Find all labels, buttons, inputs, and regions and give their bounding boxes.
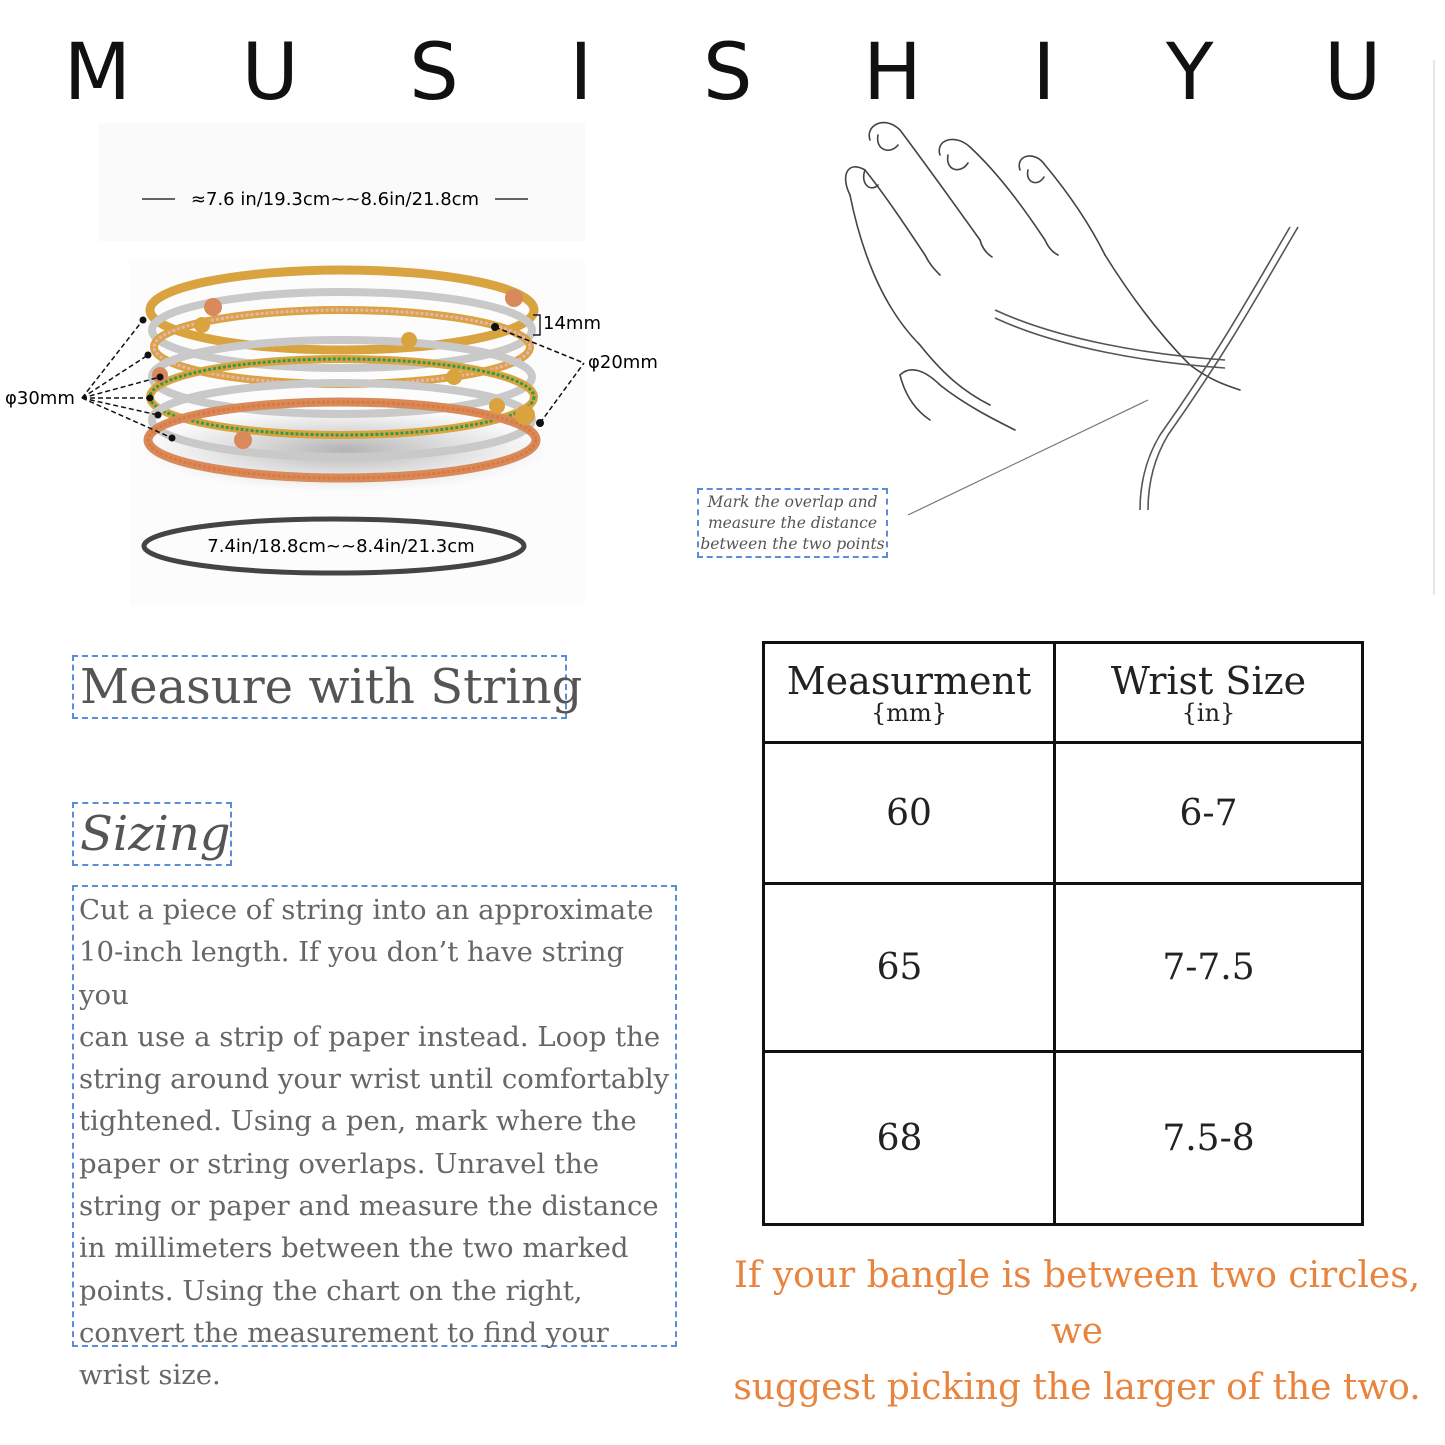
- header-measurement-unit: {mm}: [870, 698, 948, 727]
- cell-mm: 68: [764, 1052, 1055, 1225]
- string: [995, 227, 1298, 510]
- sizing-line: points. Using the chart on the right,: [79, 1274, 583, 1307]
- sizing-instructions: [72, 885, 677, 1392]
- sizing-line: can use a strip of paper instead. Loop the: [79, 1020, 661, 1053]
- sizing-line: convert the measurement to find your: [79, 1316, 609, 1349]
- cell-in: 6-7: [1055, 743, 1363, 884]
- header-wrist-size: [1055, 643, 1363, 743]
- cell-in: 7-7.5: [1055, 884, 1363, 1052]
- header-wrist-size-unit: {in}: [1181, 698, 1236, 727]
- sizing-tip-line: If your bangle is between two circles, we: [733, 1255, 1421, 1352]
- table-row: [764, 743, 1363, 884]
- table-row: [764, 884, 1363, 1052]
- ball-small-label: φ20mm: [588, 352, 658, 373]
- hand-note-line: measure the distance: [707, 514, 877, 532]
- header-measurement: [764, 643, 1055, 743]
- dimension-bg: [98, 123, 585, 241]
- cell-in: 7.5-8: [1055, 1052, 1363, 1225]
- sizing-line: in millimeters between the two marked: [79, 1232, 629, 1265]
- pointer-line: [908, 400, 1148, 515]
- hand-outline: [846, 123, 1240, 430]
- header-measurement-label: Measurment: [786, 658, 1032, 703]
- measure-title: Measure with String: [72, 655, 567, 719]
- size-chart-table: [762, 641, 1364, 1226]
- width-label: 14mm: [543, 313, 601, 334]
- cell-mm: 60: [764, 743, 1055, 884]
- top-dimension-label: ≈7.6 in/19.3cm~~8.6in/21.8cm: [190, 189, 480, 210]
- sizing-line: Cut a piece of string into an approximate: [79, 894, 654, 926]
- ball-large-label: φ30mm: [5, 388, 75, 409]
- sizing-title: Sizing: [72, 802, 232, 866]
- hand-note-line: Mark the overlap and: [707, 493, 878, 511]
- bangle-diagram: [0, 115, 700, 610]
- brand-logo: M U S I S H I Y U: [63, 28, 1425, 118]
- sizing-tip-line: suggest picking the larger of the two.: [733, 1367, 1421, 1408]
- table-header-row: [764, 643, 1363, 743]
- sizing-line: wrist size.: [79, 1359, 221, 1392]
- scrollbar-track: [1433, 60, 1435, 595]
- hand-note: [697, 488, 888, 558]
- sizing-line: paper or string overlaps. Unravel the: [79, 1147, 600, 1180]
- sizing-line: tightened. Using a pen, mark where the: [79, 1105, 637, 1138]
- sizing-tip: [712, 1248, 1442, 1416]
- sizing-line: string around your wrist until comfortably: [79, 1063, 670, 1096]
- header-wrist-size-label: Wrist Size: [1110, 658, 1307, 703]
- table-row: [764, 1052, 1363, 1225]
- sizing-line: string or paper and measure the distance: [79, 1190, 659, 1223]
- cell-mm: 65: [764, 884, 1055, 1052]
- sizing-line: 10-inch length. If you don’t have string you: [79, 936, 625, 1011]
- hand-note-line: between the two points: [700, 535, 885, 553]
- hand-illustration: [830, 115, 1360, 525]
- bottom-dimension-label: 7.4in/18.8cm~~8.4in/21.3cm: [207, 536, 475, 557]
